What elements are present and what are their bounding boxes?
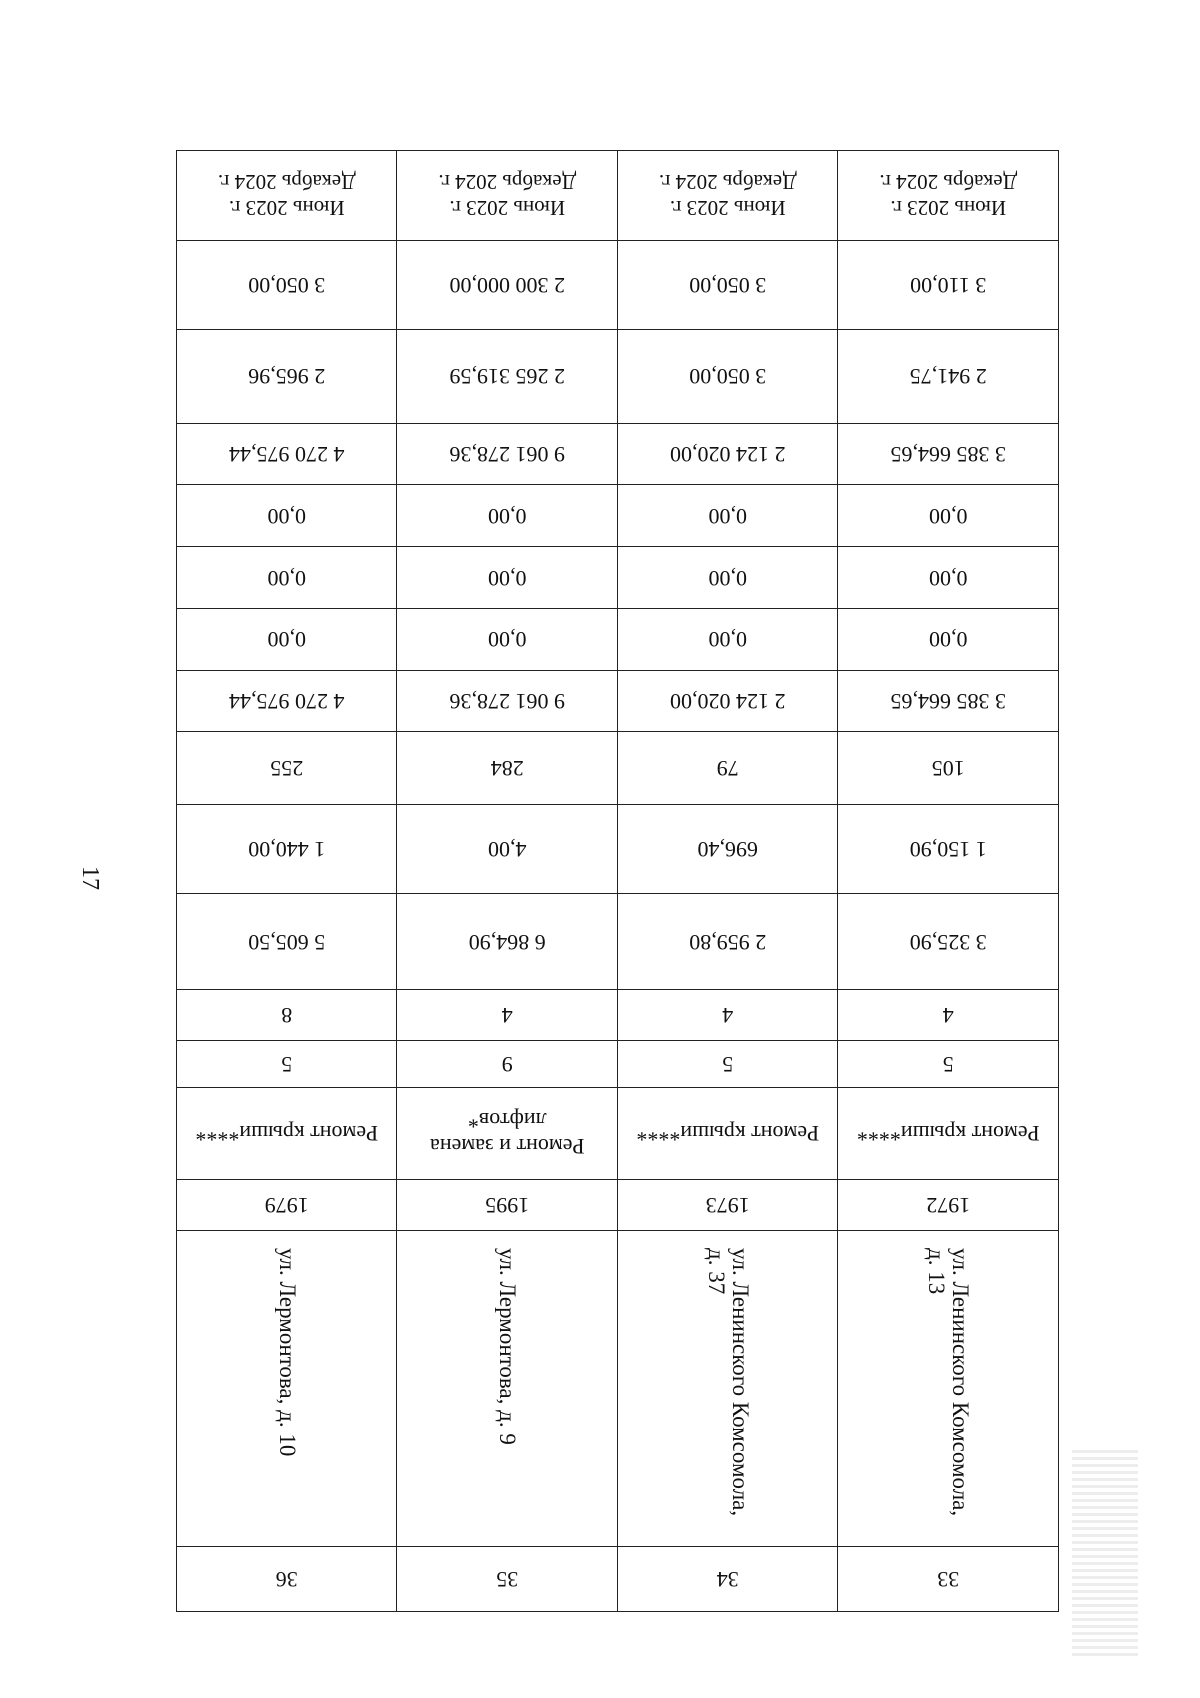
cell-area-total: 3 325,90 (838, 894, 1059, 990)
period-start: Июнь 2023 г. (449, 196, 566, 221)
cell-area-living: 1 150,90 (838, 804, 1059, 893)
cell-year: 1995 (397, 1179, 618, 1230)
cell-unit-limit: 2 300 000,00 (397, 240, 618, 329)
cell-fund-a: 0,00 (397, 485, 618, 547)
cell-cost-total: 2 124 020,00 (618, 423, 839, 485)
cell-address (838, 1230, 1059, 1546)
registration-stamp (1072, 1448, 1138, 1656)
address-text: ул. Ленинского Комсомола, д. 37 (703, 1248, 753, 1517)
period-end: Декабрь 2024 г. (217, 170, 356, 195)
table-row (177, 547, 1059, 609)
cell-fund-b: 0,00 (397, 547, 618, 609)
cell-work: Ремонт крыши**** (618, 1088, 839, 1180)
cell-no: 34 (618, 1547, 839, 1612)
cell-year: 1973 (618, 1179, 839, 1230)
cell-fund-capital: 4 270 975,44 (177, 670, 398, 732)
period-end: Декабрь 2024 г. (438, 170, 577, 195)
cell-entrances: 8 (177, 990, 398, 1041)
cell-work: Ремонт крыши**** (838, 1088, 1059, 1180)
cell-floors: 5 (177, 1041, 398, 1088)
cell-no: 35 (397, 1547, 618, 1612)
cell-unit-limit: 3 110,00 (838, 240, 1059, 329)
page-number: 17 (77, 866, 103, 890)
table-row (177, 151, 1059, 241)
period-end: Декабрь 2024 г. (658, 170, 797, 195)
table-row (177, 990, 1059, 1041)
cell-residents: 105 (838, 732, 1059, 804)
table-row (177, 894, 1059, 990)
table-row (177, 608, 1059, 670)
period-end: Декабрь 2024 г. (879, 170, 1018, 195)
cell-entrances: 4 (838, 990, 1059, 1041)
cell-cost-total: 3 385 664,65 (838, 423, 1059, 485)
cell-unit-limit: 3 050,00 (177, 240, 398, 329)
cell-fund-b: 0,00 (838, 547, 1059, 609)
cell-work: Ремонт и замена лифтов* (397, 1088, 618, 1180)
cell-period (838, 151, 1059, 241)
cell-residents: 255 (177, 732, 398, 804)
cell-fund-c: 0,00 (618, 608, 839, 670)
table-row (177, 1041, 1059, 1088)
cell-fund-b: 0,00 (618, 547, 839, 609)
cell-fund-c: 0,00 (838, 608, 1059, 670)
cell-address (618, 1230, 839, 1546)
cell-area-living: 4,00 (397, 804, 618, 893)
table-row (177, 1547, 1059, 1612)
table-row (177, 240, 1059, 329)
cell-fund-a: 0,00 (618, 485, 839, 547)
table-row (177, 485, 1059, 547)
cell-fund-a: 0,00 (177, 485, 398, 547)
period-start: Июнь 2023 г. (890, 196, 1007, 221)
cell-fund-b: 0,00 (177, 547, 398, 609)
cell-no: 33 (838, 1547, 1059, 1612)
cell-area-total: 2 959,80 (618, 894, 839, 990)
cell-unit-cost: 2 265 319,59 (397, 330, 618, 424)
cell-unit-cost: 2 941,75 (838, 330, 1059, 424)
cell-entrances: 4 (397, 990, 618, 1041)
cell-unit-limit: 3 050,00 (618, 240, 839, 329)
cell-year: 1972 (838, 1179, 1059, 1230)
cell-area-total: 5 605,50 (177, 894, 398, 990)
period-start: Июнь 2023 г. (669, 196, 786, 221)
cell-fund-capital: 9 061 278,36 (397, 670, 618, 732)
cell-fund-a: 0,00 (838, 485, 1059, 547)
cell-fund-capital: 2 124 020,00 (618, 670, 839, 732)
address-text: ул. Лермонтова, д. 10 (274, 1248, 300, 1457)
cell-entrances: 4 (618, 990, 839, 1041)
cell-area-living: 1 440,00 (177, 804, 398, 893)
cell-fund-capital: 3 385 664,65 (838, 670, 1059, 732)
table-row (177, 1088, 1059, 1180)
cell-period (177, 151, 398, 241)
cell-period (397, 151, 618, 241)
cell-unit-cost: 2 965,96 (177, 330, 398, 424)
cell-area-total: 6 864,90 (397, 894, 618, 990)
address-text: ул. Лермонтова, д. 9 (495, 1248, 521, 1446)
cell-period (618, 151, 839, 241)
table-row (177, 804, 1059, 893)
cell-fund-c: 0,00 (177, 608, 398, 670)
cell-address (177, 1230, 398, 1546)
period-start: Июнь 2023 г. (228, 196, 345, 221)
cell-fund-c: 0,00 (397, 608, 618, 670)
cell-year: 1979 (177, 1179, 398, 1230)
cell-cost-total: 9 061 278,36 (397, 423, 618, 485)
cell-floors: 5 (618, 1041, 839, 1088)
program-table (176, 150, 1059, 1612)
table-row (177, 732, 1059, 804)
cell-no: 36 (177, 1547, 398, 1612)
table-row (177, 670, 1059, 732)
cell-cost-total: 4 270 975,44 (177, 423, 398, 485)
cell-residents: 284 (397, 732, 618, 804)
cell-residents: 79 (618, 732, 839, 804)
cell-area-living: 696,40 (618, 804, 839, 893)
cell-floors: 5 (838, 1041, 1059, 1088)
address-text: ул. Ленинского Комсомола, д. 13 (924, 1248, 974, 1517)
table-row (177, 423, 1059, 485)
table-row (177, 1230, 1059, 1546)
table-row (177, 1179, 1059, 1230)
cell-work: Ремонт крыши**** (177, 1088, 398, 1180)
cell-address (397, 1230, 618, 1546)
cell-unit-cost: 3 050,00 (618, 330, 839, 424)
table-row (177, 330, 1059, 424)
cell-floors: 9 (397, 1041, 618, 1088)
